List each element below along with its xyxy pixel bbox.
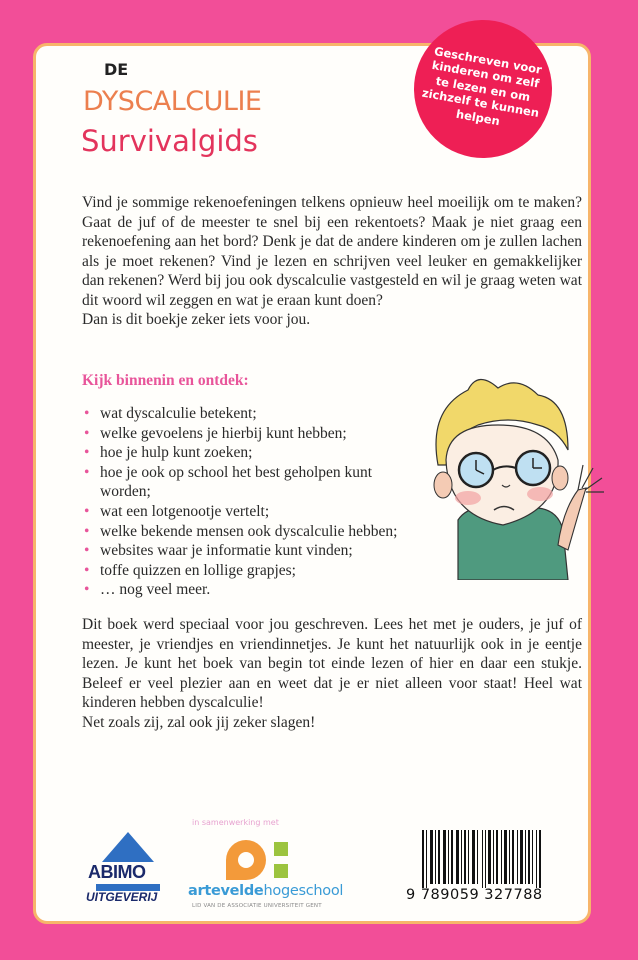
partner-subtitle: LID VAN DE ASSOCIATIE UNIVERSITEIT GENT xyxy=(192,903,322,909)
bullet-icon: • xyxy=(84,405,90,422)
collab-label: in samenwerking met xyxy=(192,818,279,827)
bullet-icon: • xyxy=(84,424,90,442)
intro-text xyxy=(82,193,582,330)
outro-text xyxy=(82,615,582,732)
intro-paragraph: Vind je sommige rekenoefeningen telkens opnieuw heel moeilijk om te maken? Gaat de juf of de meester te snel bij een rekentoets? Maak je niet graag een rekenoefening aan het bord? Denk je dat de andere kinderen om je zullen lachen als je moet rekenen? Vind je lezen en schrijven veel leuker en gemakkelijker dan rekenen? Werd bij jou ook dyscalculie vastgesteld en wil je graag weten wat dit woord wil zeggen en wat je eraan kunt doen? xyxy=(82,194,582,309)
publisher-name: ABIMO xyxy=(88,862,146,882)
outro-closing: Net zoals zij, zal ook jij zeker slagen! xyxy=(82,713,316,731)
badge-text: Geschreven voor kinderen om zelf te lezen en om zichzelf te kunnen helpen xyxy=(420,43,543,129)
partner-name: arteveldehogeschool xyxy=(188,883,344,899)
barcode-icon xyxy=(420,830,550,890)
bullet-icon: • xyxy=(84,502,90,520)
artevelde-logo-icon xyxy=(222,836,292,884)
isbn-number: 9 789059 327788 xyxy=(406,887,543,903)
list-item: • hoe je hulp kunt zoeken; xyxy=(84,444,253,462)
bullet-icon: • xyxy=(84,561,90,579)
list-item: • welke bekende mensen ook dyscalculie hebben; xyxy=(84,522,398,540)
list-item: • wat een lotgenootje vertelt; xyxy=(84,502,270,520)
bullet-icon: • xyxy=(84,444,90,462)
bullet-icon: • xyxy=(84,463,90,481)
discover-heading: Kijk binnenin en ontdek: xyxy=(82,372,249,389)
list-item: • … nog veel meer. xyxy=(84,581,211,599)
list-item: • hoe je ook op school het best geholpen kunt worden; xyxy=(84,463,373,501)
bullet-icon: • xyxy=(84,542,90,560)
boy-illustration xyxy=(418,370,608,580)
discover-list xyxy=(82,404,398,600)
intro-closing: Dan is dit boekje zeker iets voor jou. xyxy=(82,311,311,328)
list-item: • wat dyscalculie betekent; xyxy=(84,405,257,422)
book-title: DYSCALCULIE xyxy=(83,86,262,117)
book-subtitle: Survivalgids xyxy=(81,124,258,158)
title-prefix: DE xyxy=(104,60,129,79)
outro-paragraph: Dit boek werd speciaal voor jou geschreven. Lees het met je ouders, je juf of meester, je vriendjes en vriendinnetjes. Je kunt het natuurlijk ook in je eentje lezen. Je kunt het boek van begin tot einde lezen of hier en daar een stukje. Beleef er veel plezier aan en weet dat je er niet alleen voor staat! Heel wat kinderen hebben dyscalculie! xyxy=(82,616,582,711)
bullet-icon: • xyxy=(84,581,90,599)
publisher-subtitle: UITGEVERIJ xyxy=(86,890,158,904)
list-item: • welke gevoelens je hierbij kunt hebben; xyxy=(84,424,347,442)
list-item: • websites waar je informatie kunt vinden; xyxy=(84,542,353,560)
list-item: • toffe quizzen en lollige grapjes; xyxy=(84,561,296,579)
bullet-icon: • xyxy=(84,522,90,540)
